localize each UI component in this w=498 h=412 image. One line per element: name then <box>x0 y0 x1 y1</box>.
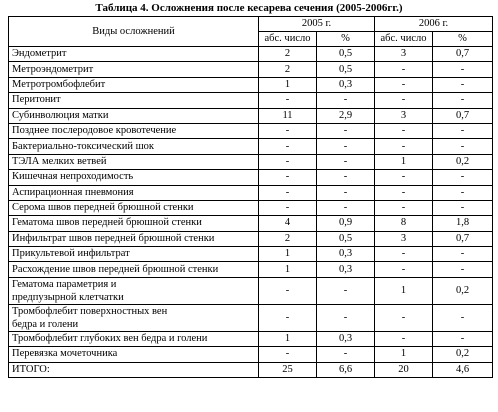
abs-2005: 2 <box>259 62 317 77</box>
abs-2006: 1 <box>375 154 433 169</box>
total-abs-2006: 20 <box>375 362 433 377</box>
pct-2005: 0,3 <box>317 331 375 346</box>
abs-2005: 2 <box>259 47 317 62</box>
total-pct-2005: 6,6 <box>317 362 375 377</box>
abs-2006: 3 <box>375 108 433 123</box>
pct-2005: - <box>317 304 375 331</box>
abs-2005: - <box>259 277 317 304</box>
complication-name: ТЭЛА мелких ветвей <box>9 154 259 169</box>
pct-2006: 0,2 <box>433 347 493 362</box>
abs-2005: 1 <box>259 331 317 346</box>
abs-2006: 3 <box>375 231 433 246</box>
pct-2005: 0,3 <box>317 262 375 277</box>
table-row <box>9 77 493 92</box>
pct-2005: 0,5 <box>317 47 375 62</box>
pct-2006: - <box>433 247 493 262</box>
table-title: Таблица 4. Осложнения после кесарева сечения (2005-2006гг.) <box>95 2 403 14</box>
pct-2006: - <box>433 123 493 138</box>
header-year-2006: 2006 г. <box>375 17 493 32</box>
header-row-years <box>9 17 493 32</box>
abs-2005: - <box>259 185 317 200</box>
abs-2005: - <box>259 304 317 331</box>
table-row <box>9 185 493 200</box>
header-pct-2006: % <box>433 32 493 47</box>
complication-name: Метроэндометрит <box>9 62 259 77</box>
pct-2006: 0,2 <box>433 154 493 169</box>
complication-name: Аспирационная пневмония <box>9 185 259 200</box>
pct-2006: - <box>433 62 493 77</box>
table-body <box>9 47 493 378</box>
pct-2005: - <box>317 154 375 169</box>
abs-2006: 3 <box>375 47 433 62</box>
complications-table <box>8 16 493 378</box>
pct-2006: - <box>433 170 493 185</box>
table-row <box>9 331 493 346</box>
pct-2006: - <box>433 93 493 108</box>
pct-2005: - <box>317 139 375 154</box>
abs-2005: - <box>259 200 317 215</box>
abs-2006: - <box>375 62 433 77</box>
abs-2006: 1 <box>375 347 433 362</box>
pct-2006: 0,7 <box>433 108 493 123</box>
total-row <box>9 362 493 377</box>
abs-2006: - <box>375 262 433 277</box>
table-row <box>9 47 493 62</box>
pct-2005: 0,5 <box>317 231 375 246</box>
table-row <box>9 231 493 246</box>
abs-2005: - <box>259 123 317 138</box>
abs-2005: - <box>259 93 317 108</box>
abs-2005: 4 <box>259 216 317 231</box>
pct-2005: - <box>317 185 375 200</box>
complication-name-line2: бедра и голени <box>12 318 79 330</box>
abs-2006: - <box>375 93 433 108</box>
abs-2005: 2 <box>259 231 317 246</box>
table-row <box>9 62 493 77</box>
table-row <box>9 216 493 231</box>
table-row <box>9 277 493 304</box>
complication-name-line1: Тромбофлебит поверхностных вен <box>12 305 168 317</box>
pct-2005: 0,3 <box>317 247 375 262</box>
pct-2005: - <box>317 93 375 108</box>
abs-2006: 1 <box>375 277 433 304</box>
pct-2005: - <box>317 200 375 215</box>
complication-name: Кишечная непроходимость <box>9 170 259 185</box>
header-abs-2005: абс. число <box>259 32 317 47</box>
table-row <box>9 262 493 277</box>
abs-2006: - <box>375 123 433 138</box>
table-row <box>9 200 493 215</box>
complication-name-line2: предпузырной клетчатки <box>12 291 124 303</box>
complication-name: Эндометрит <box>9 47 259 62</box>
complication-name: Метротромбофлебит <box>9 77 259 92</box>
abs-2006: - <box>375 200 433 215</box>
pct-2006: 1,8 <box>433 216 493 231</box>
complication-name: Гематома швов передней брюшной стенки <box>9 216 259 231</box>
complication-name: Бактериально-токсический шок <box>9 139 259 154</box>
table-row <box>9 139 493 154</box>
abs-2005: - <box>259 139 317 154</box>
complication-name-line1: Гематома параметрия и <box>12 278 117 290</box>
header-complication-types: Виды осложнений <box>9 17 259 47</box>
abs-2006: - <box>375 185 433 200</box>
complication-name: Перевязка мочеточника <box>9 347 259 362</box>
complication-name <box>9 304 259 331</box>
abs-2006: - <box>375 331 433 346</box>
complication-name: Позднее послеродовое кровотечение <box>9 123 259 138</box>
pct-2005: - <box>317 170 375 185</box>
pct-2006: 0,7 <box>433 231 493 246</box>
complication-name: Инфильтрат швов передней брюшной стенки <box>9 231 259 246</box>
total-abs-2005: 25 <box>259 362 317 377</box>
header-pct-2005: % <box>317 32 375 47</box>
pct-2005: 0,9 <box>317 216 375 231</box>
pct-2005: - <box>317 277 375 304</box>
abs-2006: - <box>375 139 433 154</box>
pct-2006: - <box>433 200 493 215</box>
table-row <box>9 347 493 362</box>
table-row <box>9 304 493 331</box>
pct-2005: - <box>317 347 375 362</box>
abs-2006: - <box>375 247 433 262</box>
pct-2006: - <box>433 185 493 200</box>
pct-2006: 0,7 <box>433 47 493 62</box>
pct-2005: - <box>317 123 375 138</box>
abs-2006: - <box>375 304 433 331</box>
complication-name: Тромбофлебит глубоких вен бедра и голени <box>9 331 259 346</box>
header-abs-2006: абс. число <box>375 32 433 47</box>
abs-2005: - <box>259 170 317 185</box>
complication-name: Расхождение швов передней брюшной стенки <box>9 262 259 277</box>
table-row <box>9 170 493 185</box>
total-pct-2006: 4,6 <box>433 362 493 377</box>
pct-2006: - <box>433 262 493 277</box>
abs-2006: 8 <box>375 216 433 231</box>
pct-2005: 0,5 <box>317 62 375 77</box>
abs-2005: 1 <box>259 77 317 92</box>
complication-name: Серома швов передней брюшной стенки <box>9 200 259 215</box>
total-label: ИТОГО: <box>9 362 259 377</box>
complication-name: Прикультевой инфильтрат <box>9 247 259 262</box>
abs-2005: - <box>259 347 317 362</box>
pct-2005: 2,9 <box>317 108 375 123</box>
pct-2006: - <box>433 77 493 92</box>
abs-2005: - <box>259 154 317 169</box>
abs-2006: - <box>375 170 433 185</box>
pct-2005: 0,3 <box>317 77 375 92</box>
table-row <box>9 154 493 169</box>
abs-2005: 11 <box>259 108 317 123</box>
abs-2005: 1 <box>259 247 317 262</box>
abs-2005: 1 <box>259 262 317 277</box>
complication-name: Перитонит <box>9 93 259 108</box>
complication-name: Субинволюция матки <box>9 108 259 123</box>
table-row <box>9 123 493 138</box>
pct-2006: - <box>433 331 493 346</box>
complication-name <box>9 277 259 304</box>
table-row <box>9 247 493 262</box>
abs-2006: - <box>375 77 433 92</box>
pct-2006: 0,2 <box>433 277 493 304</box>
table-row <box>9 93 493 108</box>
table-row <box>9 108 493 123</box>
pct-2006: - <box>433 139 493 154</box>
header-year-2005: 2005 г. <box>259 17 375 32</box>
pct-2006: - <box>433 304 493 331</box>
